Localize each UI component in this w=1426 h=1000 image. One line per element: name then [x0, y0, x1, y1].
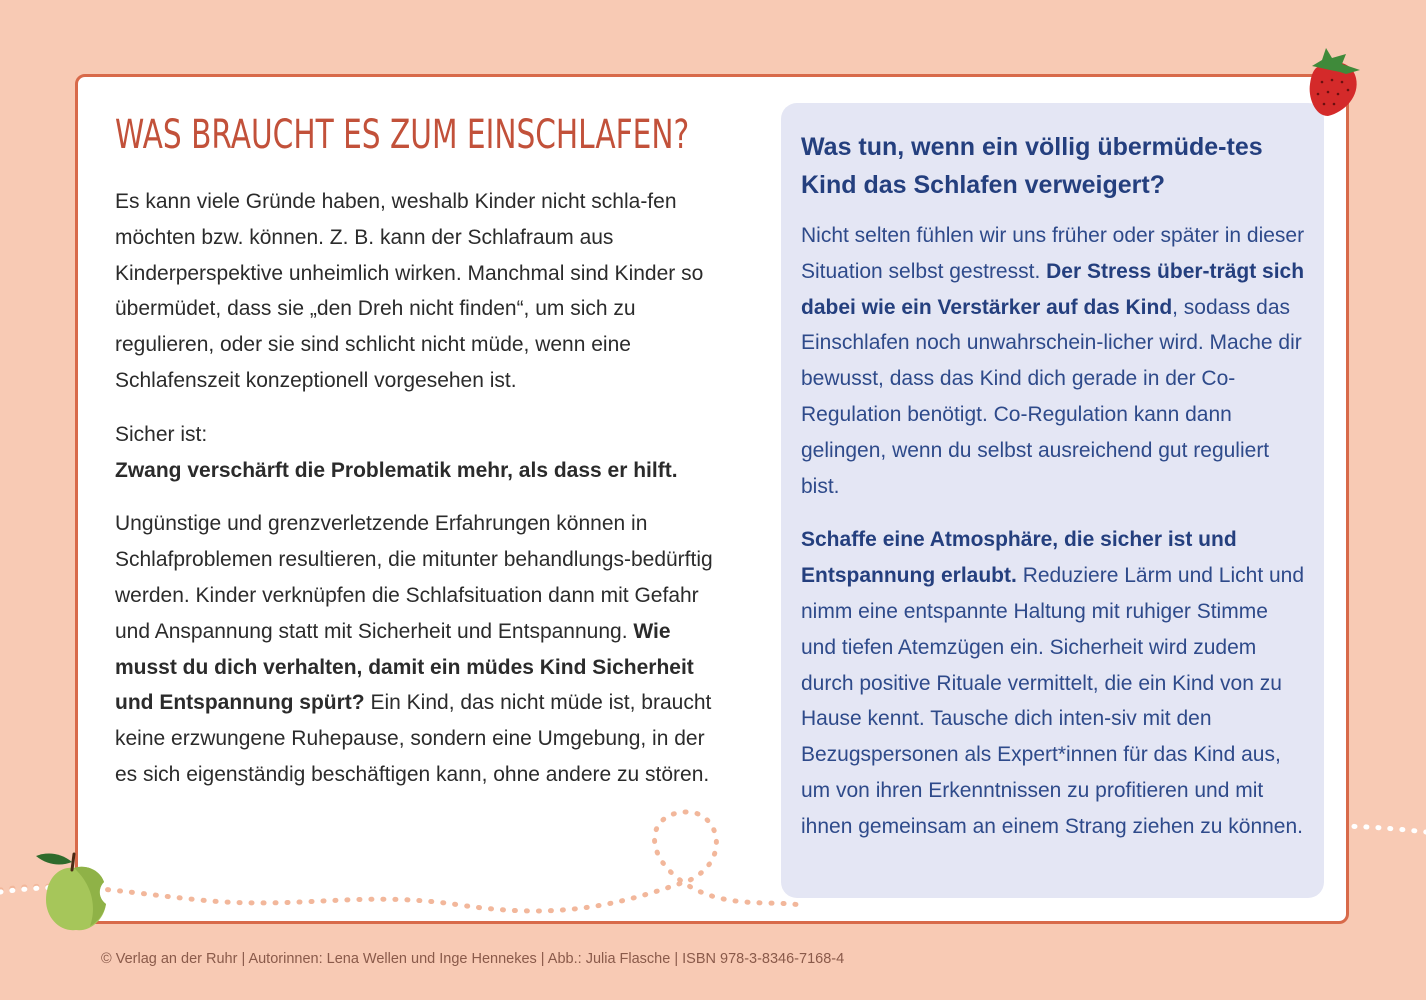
page-title: WAS BRAUCHT ES ZUM EINSCHLAFEN?: [115, 112, 690, 158]
copyright-footer: © Verlag an der Ruhr | Autorinnen: Lena Wellen und Inge Hennekes | Abb.: Julia Flasche | ISBN 978-3-8346-7168-4: [101, 951, 845, 967]
certainty-statement: Zwang verschärft die Problematik mehr, als dass er hilft.: [115, 458, 678, 482]
intro-paragraph: Es kann viele Gründe haben, weshalb Kinder nicht schla-fen möchten bzw. können. Z. B. kann der Schlafraum aus Kinderperspektive unheimlich wirken. Manchmal sind Kinder so übermüdet, dass sie „den Dreh nicht finden“, um sich zu regulieren, oder sie sind schlicht nicht müde, wenn eine Schlafenszeit konzeptionell vorgesehen ist.: [115, 190, 704, 392]
right-column: [801, 128, 1306, 863]
strawberry-icon: [1310, 48, 1360, 116]
atmosphere-text: Reduziere Lärm und Licht und nimm eine entspannte Haltung mit ruhiger Stimme und tiefen Atemzügen ein. Sicherheit wird zudem durch positive Rituale vermittelt, die ein Kind von zu Hause kennt. Tausche dich inten-siv mit den Bezugspersonen als Expert*innen für das Kind aus, um von ihren Erkenntnissen zu profitieren und mit ihnen gemeinsam an einem Strang ziehen zu können.: [801, 564, 1305, 838]
experiences-text: Ungünstige und grenzverletzende Erfahrungen können in Schlafproblemen resultieren, die mitunter behandlungs-bedürftig werden. Kinder verknüpfen die Schlafsituation dann mit Gefahr und Anspannung statt mit Sicherheit und Entspannung.: [115, 512, 713, 643]
stress-paragraph: [801, 218, 1306, 504]
left-column: [115, 184, 715, 811]
experiences-question: Wie musst du dich verhalten, damit ein müdes Kind Sicherheit und Entspannung spürt?: [115, 619, 694, 715]
certainty-paragraph: [115, 417, 715, 489]
stress-bold: Der Stress über-trägt sich dabei wie ein Verstärker auf das Kind: [801, 259, 1305, 319]
atmosphere-paragraph: [801, 522, 1306, 844]
stress-text: Nicht selten fühlen wir uns früher oder später in dieser Situation selbst gestresst.: [801, 224, 1305, 283]
experiences-text-end: Ein Kind, das nicht müde ist, braucht keine erzwungene Ruhepause, sondern eine Umgebung, in der es sich eigenständig beschäftigen kann, ohne andere zu stören.: [115, 691, 712, 786]
certainty-lead: Sicher ist:: [115, 422, 208, 446]
stress-text-end: , sodass das Einschlafen noch unwahrschein-licher wird. Mache dir bewusst, dass das Kind dich gerade in der Co-Regulation benötigt. Co-Regulation kann dann gelingen, wenn du selbst ausreichend gut reguliert bist.: [801, 295, 1302, 498]
box-heading: Was tun, wenn ein völlig übermüde-tes Kind das Schlafen verweigert?: [801, 133, 1263, 199]
experiences-paragraph: [115, 506, 715, 792]
apple-icon: [36, 854, 106, 931]
atmosphere-bold: Schaffe eine Atmosphäre, die sicher ist und Entspannung erlaubt.: [801, 528, 1237, 588]
